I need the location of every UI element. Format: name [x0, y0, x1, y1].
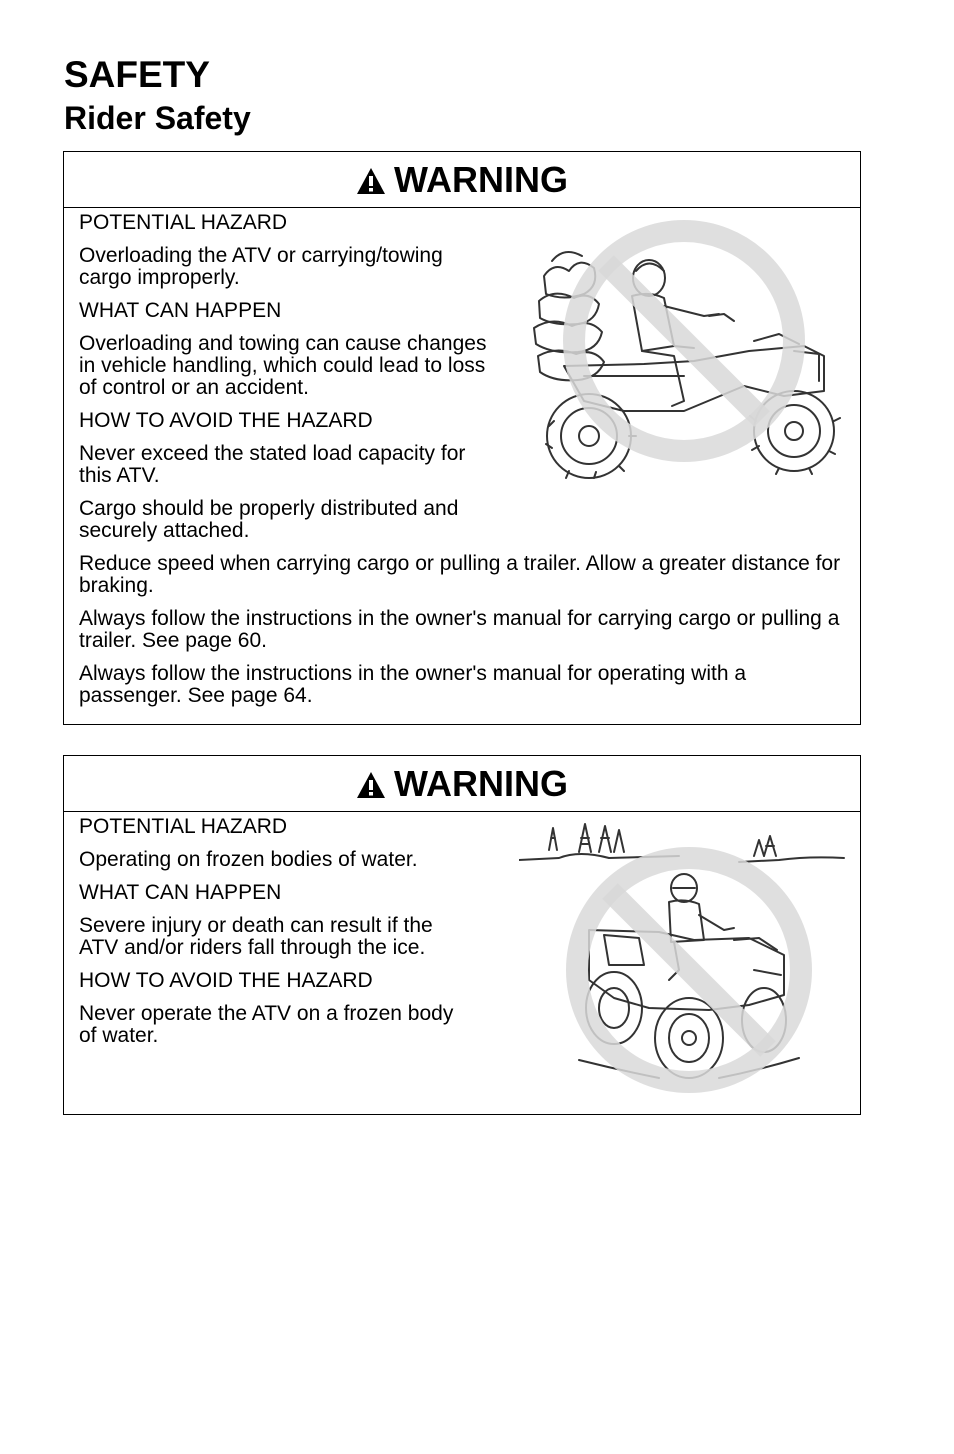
warning-triangle-icon [356, 167, 386, 195]
warning-box-overloading [63, 151, 861, 725]
hazard-text: Overloading the ATV or carrying/towing cargo improperly. [79, 244, 443, 289]
warning-body [64, 812, 860, 1047]
warning-header [64, 152, 860, 208]
avoid-label: HOW TO AVOID THE HAZARD [79, 409, 373, 432]
warning-triangle-icon [356, 771, 386, 799]
section-title: SAFETY [64, 54, 210, 95]
avoid-item: Always follow the instructions in the owner's manual for carrying cargo or pulling a trailer. See page 60. [79, 607, 840, 652]
prohibition-sign-icon [574, 231, 794, 451]
warning-title: WARNING [394, 158, 568, 200]
warning-title: WARNING [394, 762, 568, 804]
avoid-item: Always follow the instructions in the owner's manual for operating with a passenger. See page 64. [79, 662, 747, 707]
avoid-item: Cargo should be properly distributed and securely attached. [79, 497, 459, 542]
avoid-item: Never exceed the stated load capacity for this ATV. [79, 442, 466, 487]
hazard-label: POTENTIAL HAZARD [79, 211, 288, 234]
hazard-text: Operating on frozen bodies of water. [79, 848, 418, 871]
warning-header [64, 756, 860, 812]
overloaded-atv-illustration [524, 216, 844, 491]
section-subtitle: Rider Safety [64, 100, 251, 136]
atv-on-ice-illustration [519, 820, 849, 1100]
happen-text: Severe injury or death can result if the ATV and/or riders fall through the ice. [79, 914, 433, 959]
prohibition-sign-icon [577, 858, 801, 1082]
warning-body [64, 208, 860, 707]
avoid-label: HOW TO AVOID THE HAZARD [79, 969, 373, 992]
avoid-item: Reduce speed when carrying cargo or pulling a trailer. Allow a greater distance for braking. [79, 552, 841, 597]
hazard-label: POTENTIAL HAZARD [79, 815, 288, 838]
warning-box-frozen-water [63, 755, 861, 1115]
happen-label: WHAT CAN HAPPEN [79, 881, 282, 904]
happen-label: WHAT CAN HAPPEN [79, 299, 282, 322]
happen-text: Overloading and towing can cause changes in vehicle handling, which could lead to loss of control or an accident. [79, 332, 487, 399]
avoid-item: Never operate the ATV on a frozen body of water. [79, 1002, 454, 1047]
